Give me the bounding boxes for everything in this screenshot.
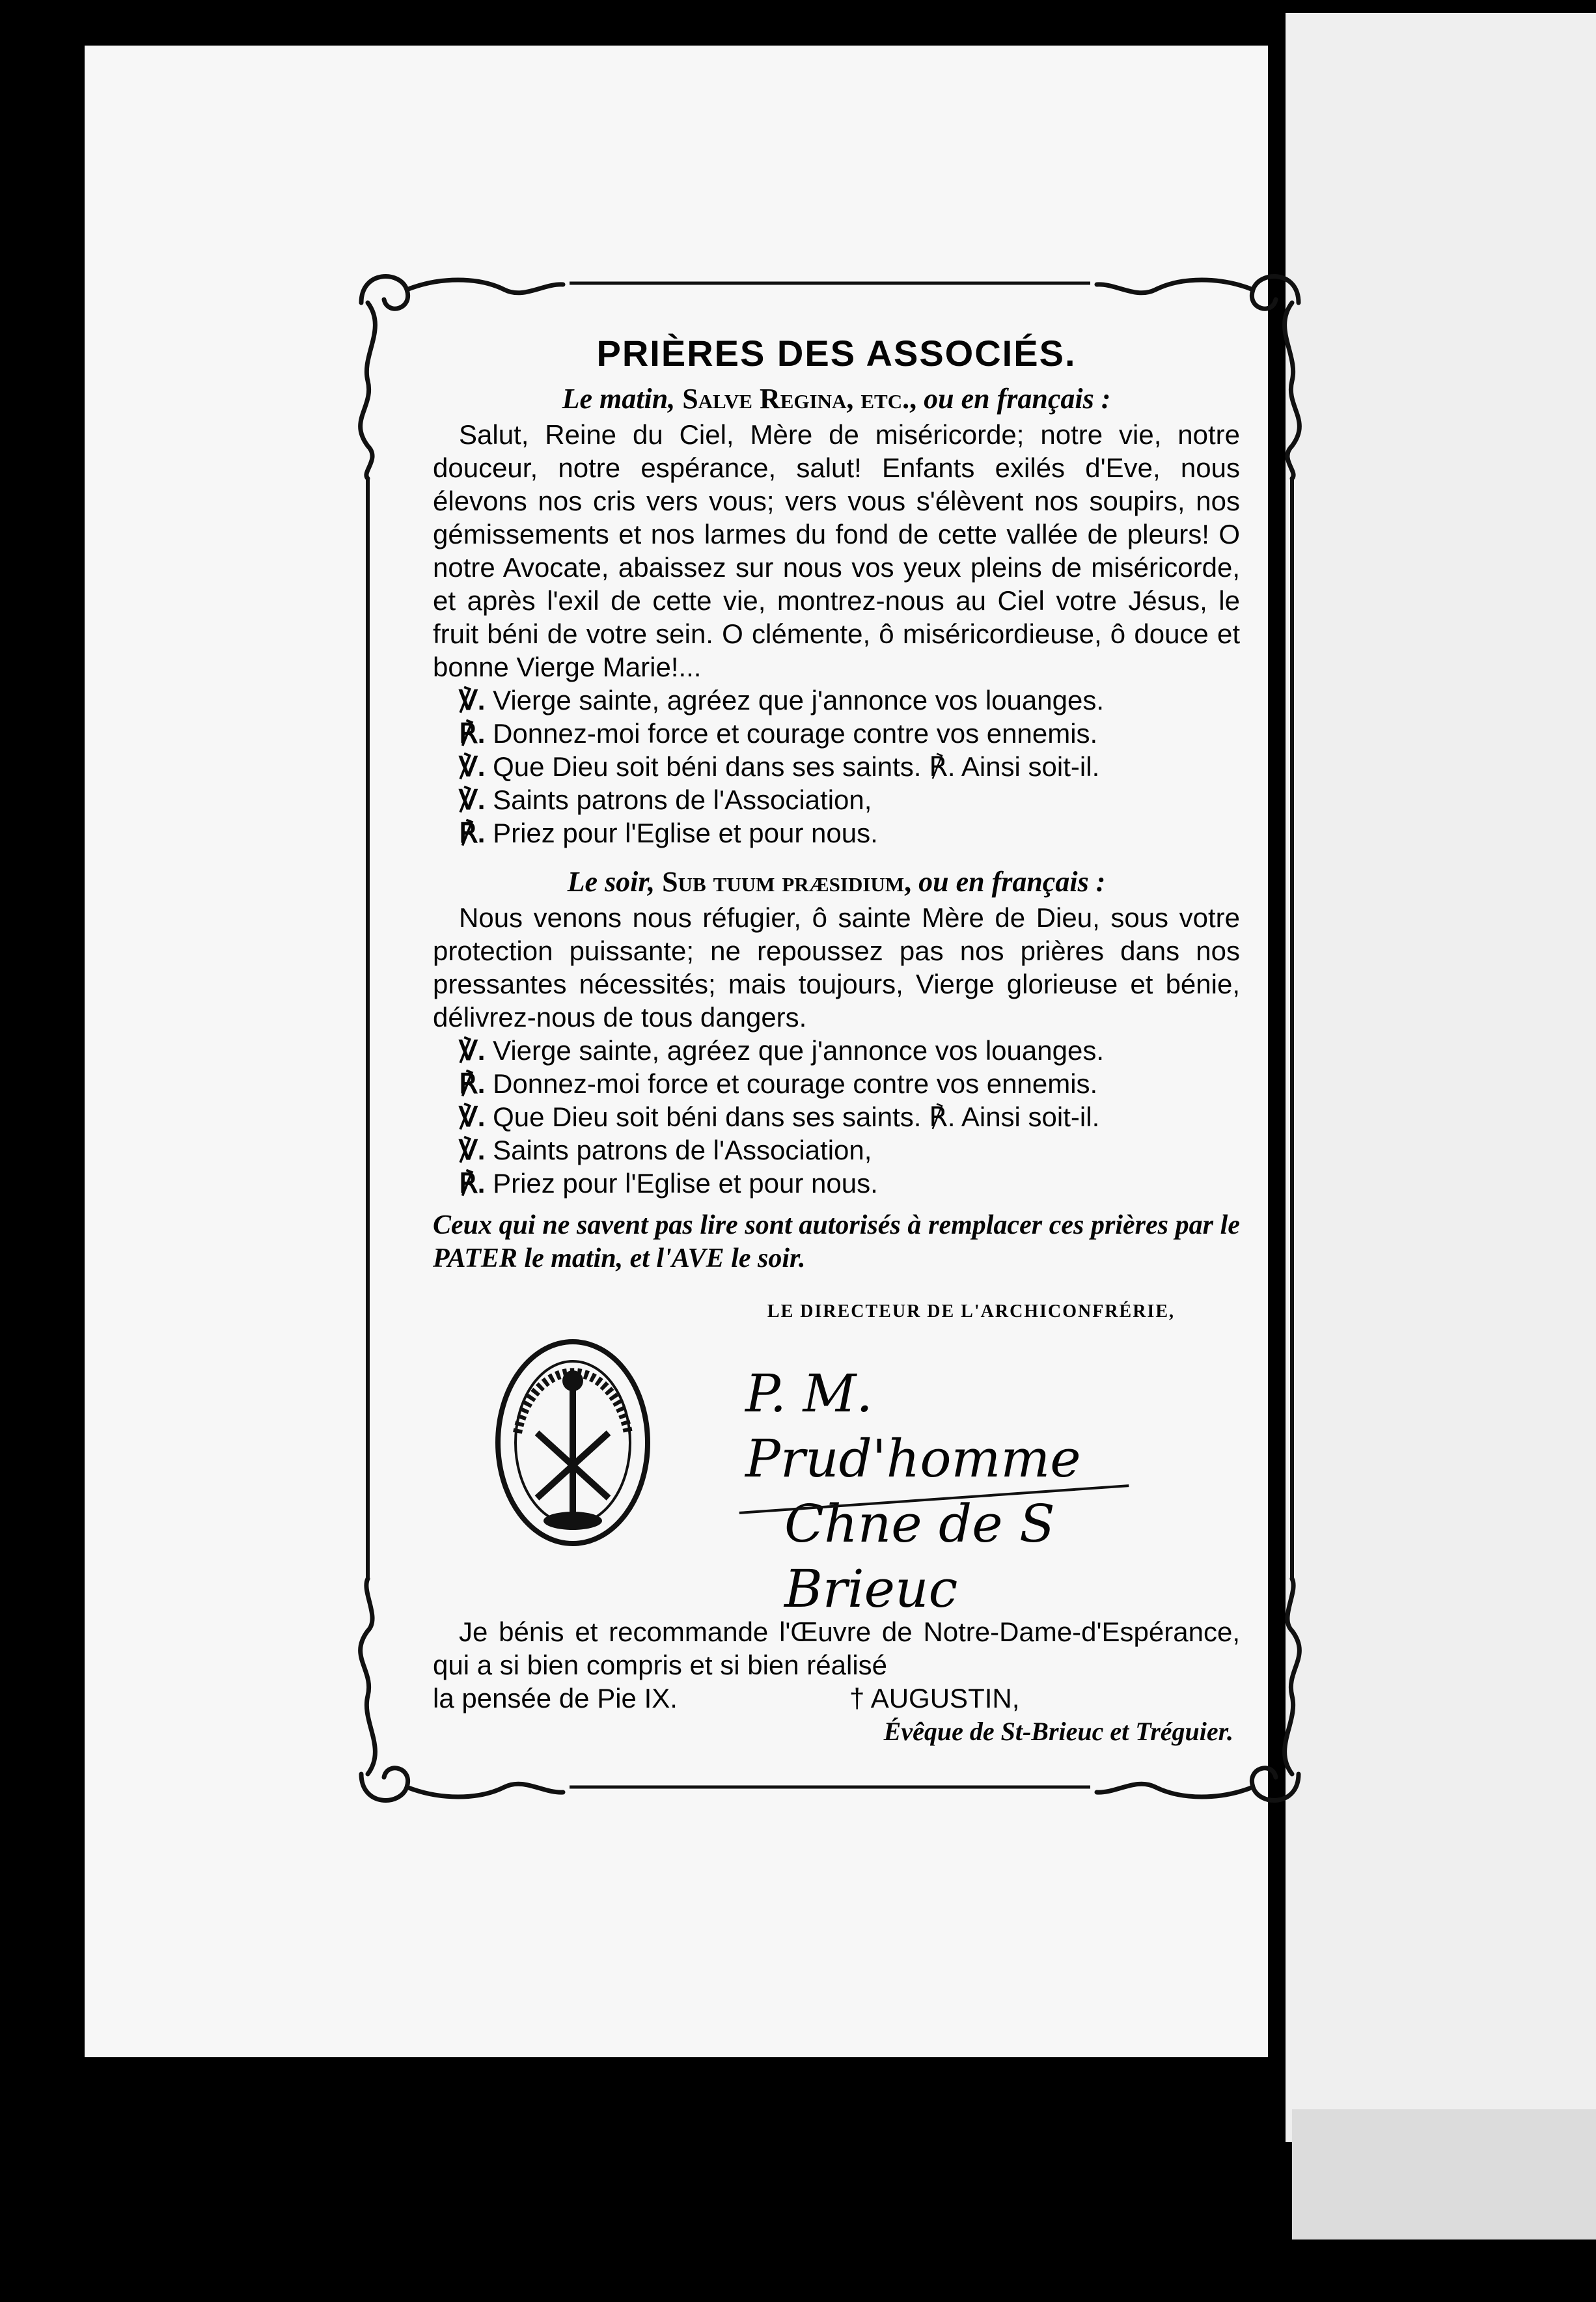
morning-heading-latin: Salve Regina, etc., [682,383,917,415]
signature-line-1: P. M. Prud'homme [745,1363,1081,1489]
versicle-line: ℟. Donnez-moi force et courage contre vos ennemis. [459,1068,1098,1099]
evening-heading [433,865,1240,898]
document-page [85,46,1268,2057]
prayer-sheet [433,332,1240,1748]
director-label: LE DIRECTEUR DE L'ARCHICONFRÉRIE, [767,1301,1175,1322]
bishop-row [433,1682,1240,1715]
versicle-line: ℟. Donnez-moi force et courage contre vos ennemis. [459,718,1098,749]
seal-stamp-icon [491,1335,654,1550]
versicle-line: ℣. Vierge sainte, agréez que j'annonce vos louanges. [459,1035,1104,1066]
endorsement-last-line: la pensée de Pie IX. [433,1683,678,1713]
adjacent-page [1286,13,1596,2142]
morning-versicles [433,684,1240,850]
morning-heading-end: ou en français : [924,383,1111,415]
versicle-line: ℣. Saints patrons de l'Association, [459,784,872,815]
evening-heading-start: Le soir, [567,866,655,898]
versicle-line: ℣. Vierge sainte, agréez que j'annonce vos louanges. [459,685,1104,715]
signature-block [433,1322,1240,1619]
adjacent-page-edge [1292,2109,1596,2240]
evening-versicles [433,1034,1240,1200]
morning-prayer: Salut, Reine du Ciel, Mère de miséricorde; notre vie, notre douceur, notre espérance, salut! Enfants exilés d'Eve, nous élevons nos cris vers vous; vers vous s'élèvent nos soupirs, nos gémissements et nos larmes du fond de cette vallée de pleurs! O notre Avocate, abaissez sur nous vos yeux pleins de miséricorde, et après l'exil de cette vie, montrez-nous au Ciel votre Jésus, le fruit béni de votre sein. O clémente, ô miséricordieuse, ô douce et bonne Vierge Marie!... [433,419,1240,682]
versicle-line: ℣. Que Dieu soit béni dans ses saints. ℟. Ainsi soit-il. [459,1102,1100,1132]
evening-heading-end: ou en français : [918,866,1106,898]
bishop-title: Évêque de St-Brieuc et Tréguier. [883,1717,1233,1746]
signature-line-2: Chne de S Brieuc [784,1493,1055,1619]
versicle-line: ℣. Que Dieu soit béni dans ses saints. ℟. Ainsi soit-il. [459,751,1100,782]
versicle-line: ℟. Priez pour l'Eglise et pour nous. [459,1168,878,1199]
bishop-endorsement: Je bénis et recommande l'Œuvre de Notre-Dame-d'Espérance, qui a si bien compris et si bien réalisé [433,1616,1240,1680]
morning-heading [433,382,1240,415]
ornamental-frame [348,264,1312,1813]
versicle-line: ℟. Priez pour l'Eglise et pour nous. [459,818,878,848]
versicle-line: ℣. Saints patrons de l'Association, [459,1135,872,1165]
page-title: PRIÈRES DES ASSOCIÉS. [596,333,1077,374]
bishop-name: † AUGUSTIN, [849,1683,1020,1713]
morning-heading-start: Le matin, [562,383,676,415]
evening-heading-latin: Sub tuum præsidium, [662,866,912,898]
evening-prayer: Nous venons nous réfugier, ô sainte Mère de Dieu, sous votre protection puissante; ne repoussez pas nos prières dans nos pressantes nécessités; mais toujours, Vierge glorieuse et bénie, délivrez-nous de tous dangers. [433,902,1240,1033]
instruction-note: Ceux qui ne savent pas lire sont autorisés à remplacer ces prières par le PATER le matin, et l'AVE le soir. [433,1210,1240,1273]
handwritten-signature [745,1361,1214,1622]
